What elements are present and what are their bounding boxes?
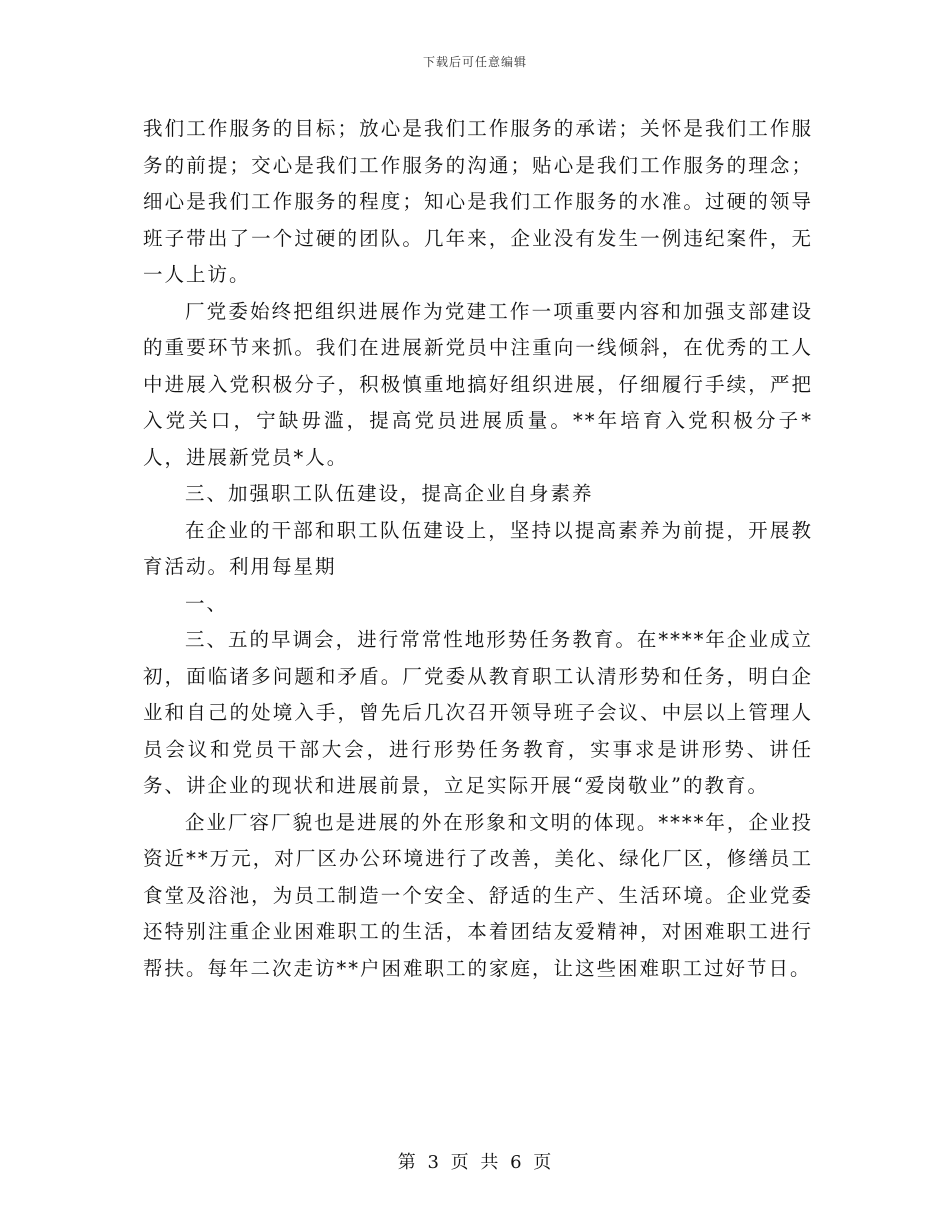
footer-total-pages: 6 [510, 1152, 523, 1173]
footer-total-label: 共 [480, 1152, 500, 1173]
paragraph-environment: 企业厂容厂貌也是进展的外在形象和文明的体现。****年，企业投资近**万元，对厂区办公环境进行了改善，美化、绿化厂区，修缮员工食堂及浴池，为员工制造一个安全、舒适的生产、生活环境。企业党委还特别注重企业困难职工的生活，本着团结友爱精神，对困难职工进行帮扶。每年二次走访**户困难职工的家庭，让这些困难职工过好节日。 [143, 810, 813, 980]
paragraph-morning-meeting: 三、五的早调会，进行常常性地形势任务教育。在****年企业成立初，面临诸多问题和矛盾。厂党委从教育职工认清形势和任务，明白企业和自己的处境入手，曾先后几次召开领导班子会议、中层以上管理人员会议和党员干部大会，进行形势任务教育，实事求是讲形势、讲任务、讲企业的现状和进展前景，立足实际开展“爱岗敬业”的教育。 [143, 628, 813, 797]
footer-total-unit: 页 [533, 1152, 553, 1173]
paragraph-fragment: 一、 [185, 591, 229, 615]
document-body [143, 111, 813, 987]
section-heading: 三、加强职工队伍建设，提高企业自身素养 [185, 482, 594, 505]
footer-page-label: 第 [397, 1152, 417, 1173]
footer-page-unit: 页 [450, 1152, 470, 1173]
footer-page-number: 3 [427, 1152, 440, 1173]
page-header: 下载后可任意编辑 [422, 55, 527, 69]
paragraph-organization: 厂党委始终把组织进展作为党建工作一项重要内容和加强支部建设的重要环节来抓。我们在进展新党员中注重向一线倾斜，在优秀的工人中进展入党积极分子，积极慎重地搞好组织进展，仔细履行手续，严把入党关口，宁缺毋滥，提高党员进展质量。**年培育入党积极分子*人，进展新党员*人。 [143, 299, 813, 469]
paragraph-continuation: 我们工作服务的目标；放心是我们工作服务的承诺；关怀是我们工作服务的前提；交心是我们工作服务的沟通；贴心是我们工作服务的理念；细心是我们工作服务的程度；知心是我们工作服务的水准。过硬的领导班子带出了一个过硬的团队。几年来，企业没有发生一例违纪案件，无一人上访。 [143, 117, 813, 286]
paragraph-staff-building: 在企业的干部和职工队伍建设上，坚持以提高素养为前提，开展教育活动。利用每星期 [143, 518, 813, 578]
page-footer [0, 1148, 950, 1174]
